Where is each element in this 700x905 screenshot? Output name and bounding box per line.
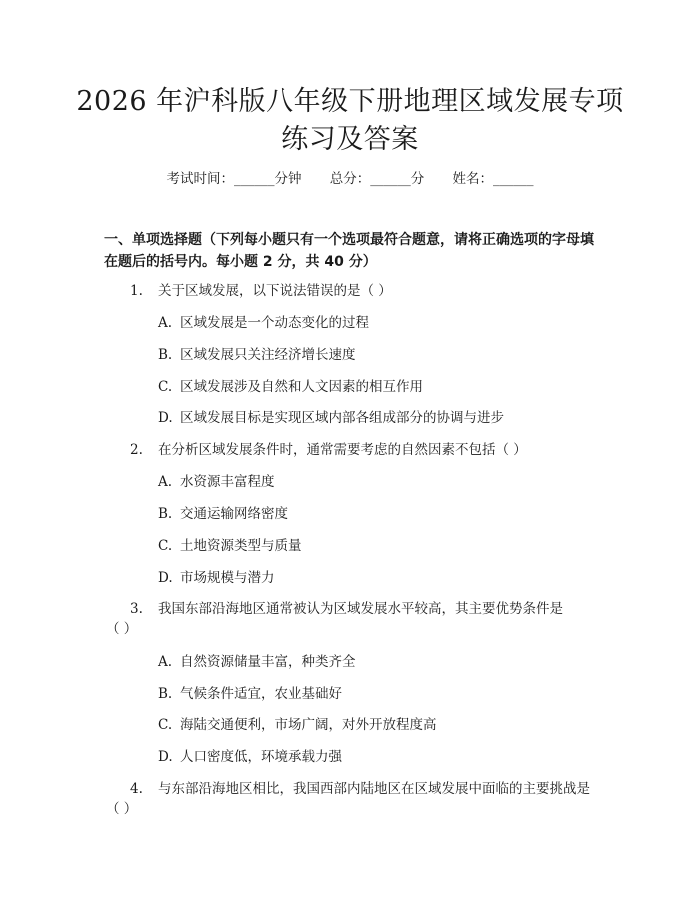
option-text: 人口密度低，环境承载力强 <box>180 749 342 765</box>
option-letter: D. <box>158 749 173 765</box>
option-text: 市场规模与潜力 <box>180 570 275 586</box>
question-2-option-c <box>158 536 302 556</box>
option-text: 区域发展涉及自然和人文因素的相互作用 <box>180 379 423 395</box>
question-3 <box>130 599 563 619</box>
document-title-line-1: 2026 年沪科版八年级下册地理区域发展专项 <box>76 86 624 117</box>
option-letter: B. <box>158 686 173 702</box>
option-text: 自然资源储量丰富，种类齐全 <box>180 654 356 670</box>
option-letter: A. <box>158 654 173 670</box>
exam-info <box>0 170 700 188</box>
question-number: 2. <box>130 442 143 458</box>
question-3-option-c <box>158 715 437 735</box>
section-heading-line-2: 在题后的括号内。每小题 2 分，共 40 分） <box>104 254 377 270</box>
option-text: 海陆交通便利，市场广阔，对外开放程度高 <box>180 717 437 733</box>
option-letter: B. <box>158 347 173 363</box>
question-text: 关于区域发展，以下说法错误的是（ ） <box>158 283 392 299</box>
question-2-option-d <box>158 568 275 588</box>
question-2-option-a <box>158 472 275 492</box>
question-text: 我国东部沿海地区通常被认为区域发展水平较高，其主要优势条件是 <box>158 601 563 617</box>
question-4-answer-paren: （ ） <box>106 801 138 817</box>
question-3-option-a <box>158 652 356 672</box>
question-2-option-b <box>158 504 288 524</box>
question-1 <box>130 281 392 301</box>
total-score: 总分：______分 <box>329 171 425 187</box>
option-text: 土地资源类型与质量 <box>180 538 302 554</box>
option-text: 水资源丰富程度 <box>180 474 275 490</box>
option-letter: C. <box>158 538 173 554</box>
option-letter: C. <box>158 379 173 395</box>
exam-time: 考试时间：______分钟 <box>166 171 302 187</box>
option-letter: C. <box>158 717 173 733</box>
question-1-option-b <box>158 345 356 365</box>
option-text: 区域发展只关注经济增长速度 <box>180 347 356 363</box>
question-3-option-b <box>158 684 342 704</box>
option-text: 气候条件适宜，农业基础好 <box>180 686 342 702</box>
section-heading-line-1: 一、单项选择题（下列每小题只有一个选项最符合题意，请将正确选项的字母填 <box>104 232 594 248</box>
question-1-option-c <box>158 377 423 397</box>
option-letter: D. <box>158 410 173 426</box>
document-title-line-2: 练习及答案 <box>281 124 419 155</box>
option-letter: D. <box>158 570 173 586</box>
option-text: 区域发展目标是实现区域内部各组成部分的协调与进步 <box>180 410 504 426</box>
option-letter: A. <box>158 474 173 490</box>
question-1-option-a <box>158 313 369 333</box>
question-number: 1. <box>130 283 143 299</box>
question-4 <box>130 779 590 799</box>
option-letter: B. <box>158 506 173 522</box>
question-1-option-d <box>158 408 504 428</box>
question-2 <box>130 440 527 460</box>
question-text: 在分析区域发展条件时，通常需要考虑的自然因素不包括（ ） <box>158 442 527 458</box>
option-text: 交通运输网络密度 <box>180 506 288 522</box>
option-text: 区域发展是一个动态变化的过程 <box>180 315 369 331</box>
option-letter: A. <box>158 315 173 331</box>
question-text: 与东部沿海地区相比，我国西部内陆地区在区域发展中面临的主要挑战是 <box>158 781 590 797</box>
question-3-answer-paren: （ ） <box>106 621 138 637</box>
question-3-option-d <box>158 747 342 767</box>
question-number: 3. <box>130 601 143 617</box>
question-number: 4. <box>130 781 143 797</box>
student-name: 姓名：______ <box>452 171 534 187</box>
